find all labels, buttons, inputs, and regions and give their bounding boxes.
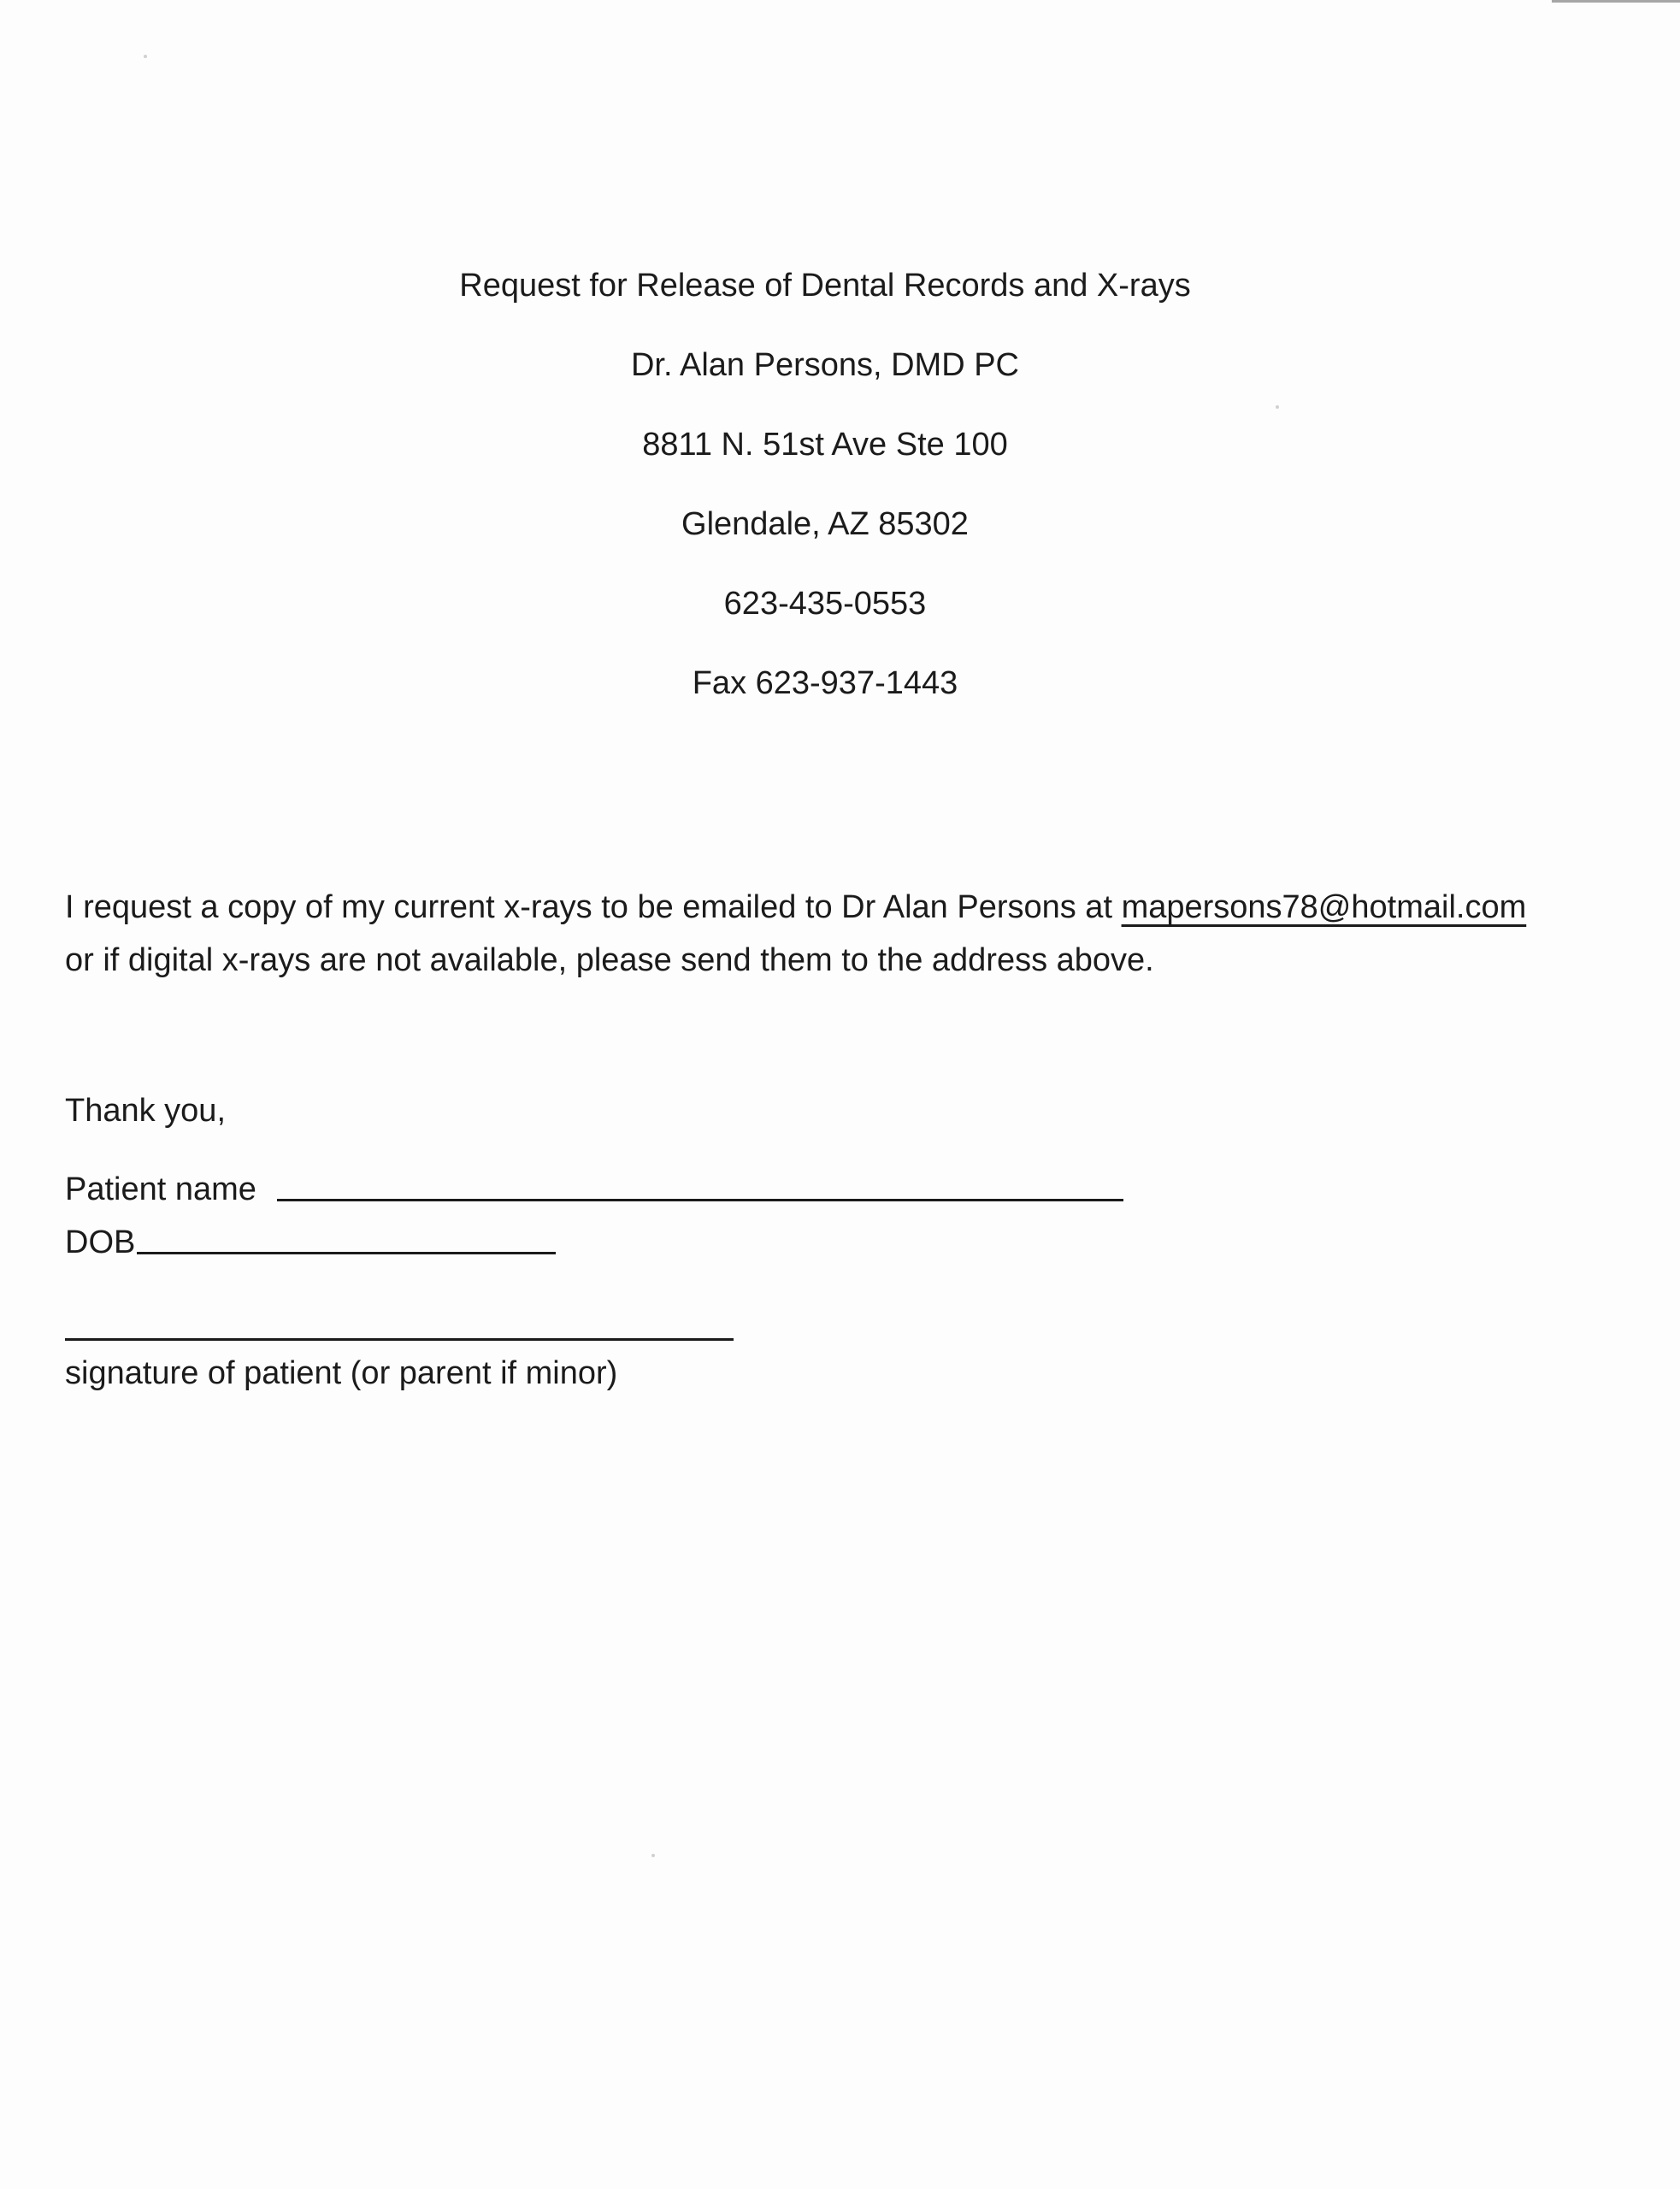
request-line-2: or if digital x-rays are not available, please send them to the address above. [65,942,1154,978]
thank-you-text: Thank you, [65,1093,226,1129]
doctor-name: Dr. Alan Persons, DMD PC [630,347,1020,383]
scan-speck [144,55,147,58]
patient-name-line [277,1190,1123,1201]
document-header [0,246,1650,723]
address-line-1: 8811 N. 51st Ave Ste 100 [642,427,1008,463]
signature-label: signature of patient (or parent if minor) [65,1355,618,1391]
dob-field [65,1224,556,1261]
document-title: Request for Release of Dental Records and X-rays [459,268,1191,304]
scan-speck [651,1854,655,1857]
phone-number: 623-435-0553 [723,586,927,622]
request-line-1: I request a copy of my current x-rays to be emailed to Dr Alan Persons at [65,889,1122,925]
signature-line [65,1338,734,1341]
patient-name-label: Patient name [65,1171,256,1207]
email-address: mapersons78@hotmail.com [1121,889,1527,925]
address-line-2: Glendale, AZ 85302 [681,506,969,542]
request-paragraph [65,881,1595,987]
dob-label: DOB [65,1224,136,1260]
scan-edge-mark [1552,0,1680,3]
fax-number: Fax 623-937-1443 [692,665,958,701]
dob-line [137,1243,556,1254]
patient-name-field [65,1171,1123,1208]
